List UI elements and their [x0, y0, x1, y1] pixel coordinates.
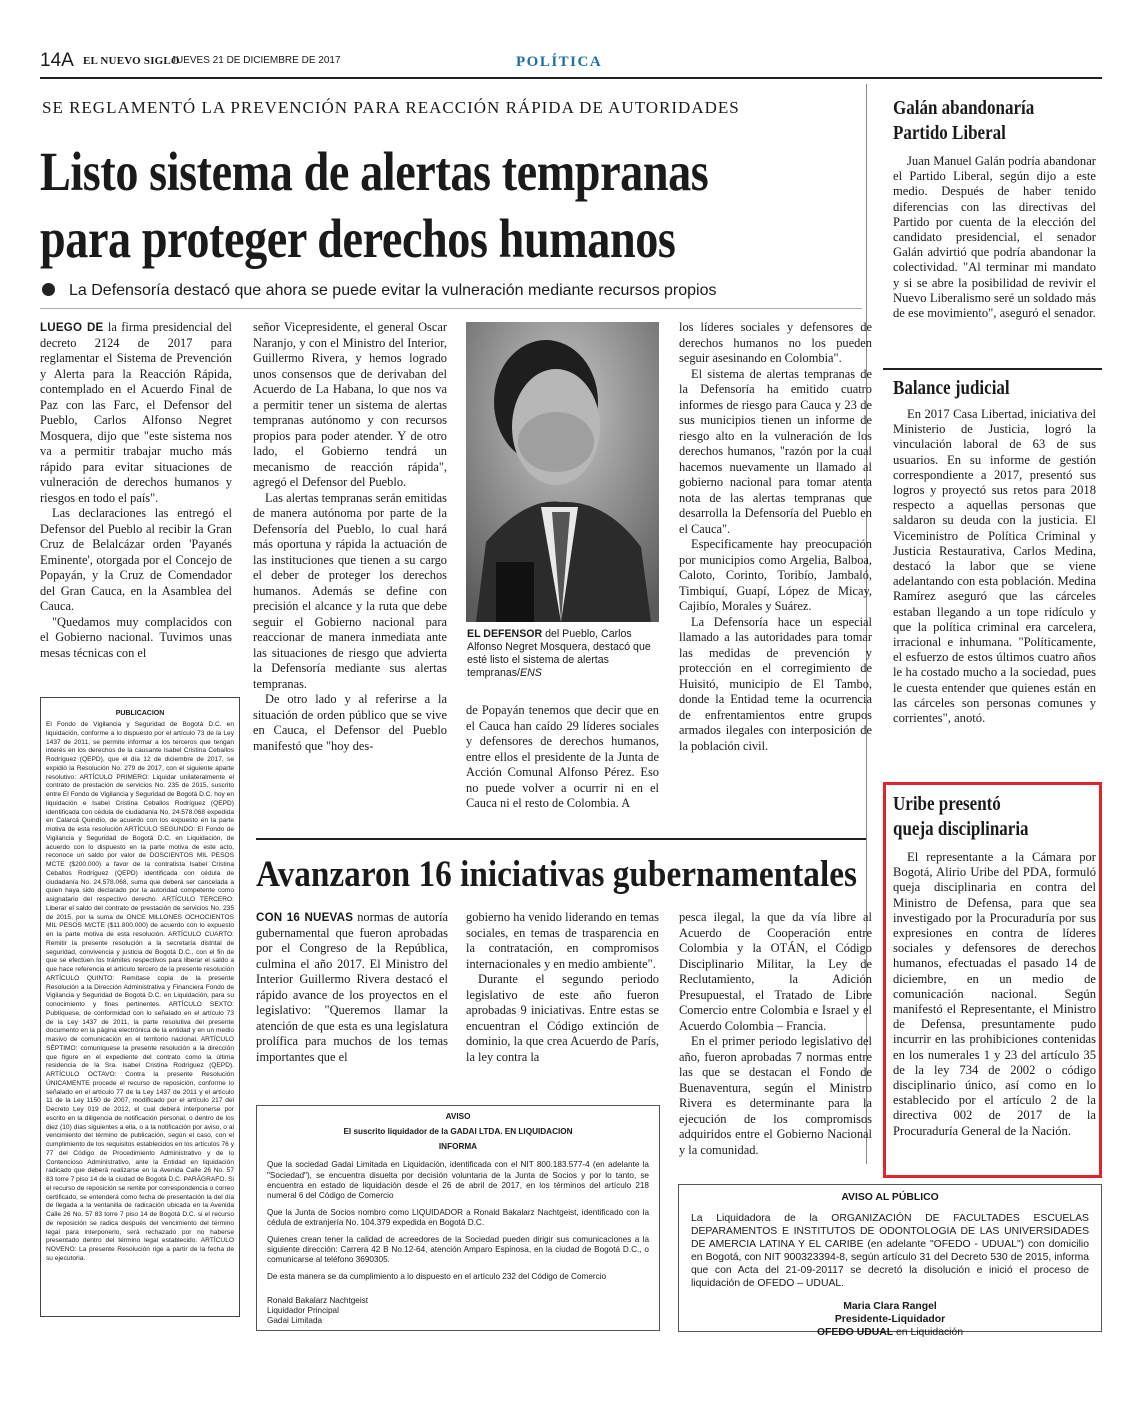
aviso-title: AVISO AL PÚBLICO [841, 1192, 939, 1203]
signer-role: Liquidador Principal [267, 1306, 339, 1316]
paragraph: Las alertas tempranas serán emitidas de manera autónoma por parte de la Defensoría del Pueblo, lo cual hará más oportuna y rápida la actuación de las instituciones que tienen a su cargo el deber de proteger los derechos humanos. Además se define con precisión el alcance y la ruta que debe seguir el Gobierno nacional para reaccionar de manera inmediata ante las situaciones de riesgo que advierta la Defensoría mediante sus alertas tempranas. [253, 490, 447, 691]
box-title-line: Galán abandonaría [893, 97, 1035, 119]
legal-notice [40, 697, 240, 1317]
paragraph: La Defensoría hace un especial llamado a las autoridades para tomar las medidas de prevención y protección en el corregimiento de Huisitó, municipio de El Tambo, donde la Entidad teme la ocurrencia de enfrentamientos entre grupos armados ilegales con interposición de la población civil. [679, 614, 872, 753]
second-column-1 [256, 910, 448, 1065]
header-rule [40, 77, 1102, 79]
box-text: El representante a la Cámara por Bogotá, Alirio Uribe del PDA, formuló queja disciplinaria en contra del Ministro de Defensa, para que sea investigado por la Procuraduría por sus expresiones en contra de líderes sociales y defensores de derechos humanos, efectuadas el pasado 14 de diciembre, en un medio de comunicación nacional. Según manifestó el Representante, el Ministro de Defensa, presuntamente pudo incurrir en las prohibiciones contenidas en los numerales 1 y 23 del artículo 35 de la ley 734 de 2002 o código disciplinario único, así como en lo establecido por el artículo 2 de la directiva 002 de 2017 de la Procuraduría General de la Nación. [893, 850, 1096, 1138]
paragraph: Especificamente hay preocupación por municipios como Argelia, Balboa, Caloto, Corinto, Toribío, Jambaló, Timbiquí, Guapí, López de Micay, Cajibío, Morales y Suárez. [679, 537, 872, 613]
sidebar-box-balance [893, 376, 1096, 726]
aviso-title: AVISO [445, 1112, 471, 1121]
newspaper-name: EL NUEVO SIGLO [83, 55, 180, 67]
paragraph: de Popayán tenemos que decir que en el Cauca han caído 29 líderes sociales y defensores de derechos humanos, entre ellos el presidente de la Junta de Acción Comunal Alfonso Pérez. Eso no puede volver a ocurrir ni en el Cauca ni el resto de Colombia. A [466, 703, 659, 810]
photo-caption: EL DEFENSOR del Pueblo, Carlos Alfonso Negret Mosquera, destacó que esté listo el sistema de alertas tempranas/ENS [467, 628, 651, 679]
aviso-signature [267, 1296, 649, 1326]
box-title-line: Partido Liberal [893, 122, 1006, 144]
paragraph: Las declaraciones las entregó el Defensor del Pueblo al recibir la Gran Cruz de Belalcázar orden 'Payanés Eminente', otorgada por el Concejo de Popayán, y la Cruz de Comendador del Gran Cauca, en la Asamblea del Cauca. [40, 506, 232, 613]
sidebar-box-uribe [893, 792, 1096, 1139]
caption-bold: EL DEFENSOR [467, 628, 543, 640]
lead-text: La Defensoría destacó que ahora se puede evitar la vulneración mediante recursos propios [69, 282, 717, 299]
paragraph: pesca ilegal, la que da vía libre al Acuerdo de Cooperación entre Colombia y la OTÁN, el Código Disciplinario Militar, la Ley de Reclutamiento, la Adición Presupuestal, el Tratado de Libre Comercio entre Colombia e Israel y el Acuerdo Colombia – Francia. [679, 910, 872, 1033]
article-column-3 [466, 703, 659, 812]
headline-line-2: para proteger derechos humanos [40, 208, 676, 269]
paragraph: los líderes sociales y defensores de derechos humanos no los pueden seguir asesinando en Colombia". [679, 320, 872, 365]
page-number: 14A [40, 50, 74, 71]
paragraph: LUEGO DE la firma presidencial del decreto 2124 de 2017 para reglamentar el Sistema de Prevención y Alerta para la Reacción Rápida, contemplado en el Acuerdo Final de Paz con las Farc, el Defensor del Pueblo, Carlos Alfonso Negret Mosquera, dijo que "este sistema nos va a permitir trabajar mucho más rápido para evitar situaciones de vulneración de derechos humanos y riesgos en todo el país". [40, 320, 232, 505]
paragraph: El sistema de alertas tempranas de la Defensoría ha emitido cuatro informes de riesgo para Cauca y 23 de sus municipios tienen un informe de riesgo alto en la vulneración de los derechos humanos, "razón por la cual hacemos nuevamente un llamado al gobierno nacional para tomar atenta nota de las alertas tempranas que desarrolla la Defensoría del Pueblo en el Cauca". [679, 366, 872, 536]
box-title: Balance judicial [893, 377, 1010, 399]
signer-name: Ronald Bakalarz Nachtgeist [267, 1296, 369, 1306]
box-title-line: queja disciplinaria [893, 818, 1029, 840]
legal-title: PUBLICACION [115, 710, 165, 717]
box-title-line: Uribe presentó [893, 793, 1001, 815]
defensor-photo [466, 322, 659, 622]
paragraph: En el primer periodo legislativo del año, fueron aprobadas 7 normas entre las que se destacan el Fondo de Buenaventura, según el Ministro Rivera es determinante para la ejecución de los compromisos adquiridos entre el Gobierno Nacional y la comunidad. [679, 1034, 872, 1157]
aviso-paragraph: Que la Junta de Socios nombro como LIQUIDADOR a Ronald Bakalarz Nachtgeist, identificado con la cédula de extranjería No. 104.379 expedida en Bogotá D.C. [267, 1207, 649, 1228]
paragraph: CON 16 NUEVAS normas de autoría gubernamental que fueron aprobadas por el Congreso de la República, culmina el año 2017. El Ministro del Interior Guillermo Rivera destacó el rápido avance de los proyectos en el legislativo: "Queremos llamar la atención de que esta es una legislatura prolífica para muchos de los temas importantes que el [256, 910, 448, 1064]
paragraph: gobierno ha venido liderando en temas sociales, en temas de trasparencia en la contratación, en compromisos internacionales y en medio ambiente". [466, 910, 659, 971]
lede-word: CON 16 NUEVAS [256, 911, 354, 924]
section-label: POLÍTICA [516, 54, 603, 70]
aviso-paragraph: Que la sociedad Gadai Limitada en Liquidación, identificada con el NIT 800.183.577-4 (en adelante la "Sociedad"), se encuentra disuelta por decisión voluntaria de la Junta de Socios y por lo tanto, se encuentra en estado de liquidación desde el 26 de abril de 2017, en los términos del artículo 218 numeral 6 del Código de Comercio [267, 1160, 649, 1201]
aviso-informa: INFORMA [438, 1141, 478, 1151]
aviso-publico [678, 1184, 1102, 1338]
aviso-paragraph: Quienes crean tener la calidad de acreedores de la Sociedad pueden dirigir sus comunicaciones a la siguiente dirección: Carrera 42 B No.12-64, atención Amparo Espinosa, en la ciudad de Bogotá D.C., o comunicarse al teléfono 3690305. [267, 1234, 649, 1265]
page-header [40, 48, 1100, 76]
signer-role: Presidente-Liquidador [834, 1314, 946, 1325]
article-column-2 [253, 320, 447, 754]
portrait-illustration [466, 322, 659, 622]
paragraph: "Quedamos muy complacidos con el Gobierno nacional. Tuvimos unas mesas técnicas con el [40, 614, 232, 660]
article-lead [42, 282, 842, 300]
sidebar-rule [883, 368, 1102, 370]
second-headline: Avanzaron 16 iniciativas gubernamentales [256, 854, 857, 895]
lead-rule [40, 308, 862, 309]
paragraph: señor Vicepresidente, el general Oscar Naranjo, y con el Ministro del Interior, Guillermo Rivera, y hemos logrado unos consensos que de derivaban del Acuerdo de La Habana, lo que nos va a permitir tener un sistema de alertas tempranas autónomo y con recursos propios para poder atender. Y de otro lado, el Gobierno tendrá un mecanismo de reacción rápida", agregó el Defensor del Pueblo. [253, 320, 447, 489]
aviso-paragraph: De esta manera se da cumplimiento a lo dispuesto en el artículo 232 del Código de Comercio [267, 1271, 607, 1281]
bullet-icon [42, 283, 55, 296]
paragraph: De otro lado y al referirse a la situación de orden público que se vive en Cauca, el Defensor del Pueblo manifestó que "hoy des- [253, 692, 447, 753]
photo-credit: ENS [520, 667, 542, 679]
box-text: Juan Manuel Galán podría abandonar el Partido Liberal, según dijo a este medio. Después de haber tenido diferencias con las directivas del Partido por cuenta de la elección del candidato presidencial, el senador Galán advirtió que podría abandonar la colectividad. "Al terminar mi mandato y si se abre la posibilidad de revivir el Nuevo Liberalismo seré un soldado más de ese movimiento", aseguró el senador. [893, 154, 1096, 321]
sidebar-box-galan [893, 96, 1096, 321]
signer-name: Maria Clara Rangel [843, 1301, 937, 1312]
box-text: En 2017 Casa Libertad, iniciativa del Ministerio de Justicia, logró la vinculación laboral de 63 de sus usuarios. En su informe de gestión correspondiente a 2017, presentó sus logros y proyectó sus retos para 2018 respecto a aquellas personas que saldaron su deuda con la justicia. El Viceministro de Política Criminal y Justicia Restaurativa, Carlos Medina, destacó la labor que se viene adelantando con esta población. Medina Ramírez aseguró que las cárceles estaban llegando a un tope ridículo y que la política criminal era carcelera, irracional e inhumana. "Políticamente, el esfuerzo de estos últimos cuatro años le ha costado mucho a la sociedad, pues le cuesta entender que quienes están en las cárceles son personas comunes y corrientes", anotó. [893, 407, 1096, 726]
headline-line-1: Listo sistema de alertas tempranas [40, 141, 709, 202]
signer-org: Gadai Limitada [267, 1316, 323, 1326]
aviso-body: La Liquidadora de la ORGANIZACIÓN DE FACULTADES ESCUELAS DEPARAMENTOS E INSTITUTOS DE ODONTOLOGIA DE LAS UNIVERSIDADES DE AMERCIA LATINA Y EL CARIBE (en adelante "OFEDO - UDUAL") con domicilio en Bogotá, con NIT 900323394-8, según artículo 31 del Decreto 530 de 2015, informa que con Acta del 21-09-20117 se decretó la disolución e inició el proceso de liquidación de OFEDO – UDUAL. [691, 1213, 1089, 1289]
lede-word: LUEGO DE [40, 321, 104, 334]
aviso-subtitle: El suscrito liquidador de la GADAI LTDA. EN LIQUIDACION [343, 1127, 573, 1137]
article-kicker: SE REGLAMENTÓ LA PREVENCIÓN PARA REACCIÓN RÁPIDA DE AUTORIDADES [42, 98, 740, 117]
article-headline [40, 138, 737, 272]
second-column-3 [679, 910, 872, 1158]
paragraph: Durante el segundo periodo legislativo de este año fueron aprobadas 9 iniciativas. Entre estas se encuentran el Código extinción de dominio, la que crea Acuerdo de París, la ley contra la [466, 972, 659, 1064]
article-column-1 [40, 320, 232, 661]
issue-date: JUEVES 21 DE DICIEMBRE DE 2017 [171, 55, 341, 66]
article-column-4 [679, 320, 872, 754]
legal-body: El Fondo de Vigilancia y Seguridad de Bogotá D.C. en liquidación, conforme a lo dispuesto por el artículo 73 de la Ley 1437 de 2011, se permite informar a los terceros que tengan interés en los derechos de la causante Isabel Cristina Ceballos Rodríguez (QEPD), que el día 12 de diciembre de 2017, se expidió la Resolución No. 279 de 2017, con el siguiente aparte resolutivo: ARTÍCULO PRIMERO: Liquidar unilateralmente el contrato de prestación de servicios No. 235 de 2015, suscrito entre El Fondo de Vigilancia y Seguridad de Bogotá D.C. hoy en liquidación e Isabel Cristina Ceballos Rodríguez (QEPD) identificada con cédula de ciudadanía No. 24.578.068 expedida en Calarcá Quindío, de acuerdo con los expuesto en la parte motiva de esta resolución ARTÍCULO SEGUNDO: El Fondo de Vigilancia y Seguridad de Bogotá D.C. en Liquidación, de acuerdo con lo dispuesto en la parte motiva de este acto, reconoce un saldo por valor de DOSCIENTOS MIL PESOS MCTE ($200.000) a favor de la contratista Isabel Cristina Ceballos Rodríguez (QEPD) identificada con cédula de ciudadanía No. 24.578.068, suma que deberá ser cancelada a quien haya sido declarado por la autoridad competente como asignatario del respectivo derecho. ARTÍCULO TERCERO: Liberar el saldo del contrato de prestación de servicios No. 235 de 2015, por la suma de ONCE MILLONES OCHOCIENTOS MIL PESOS M/CTE ($11.800.000) de acuerdo con lo expuesto en la parte motiva de esta resolución. ARTÍCULO CUARTO: Remitir la presente resolución a la secretaría distrital de seguridad, convivencia y justicia de Bogotá D.C., con el fin de que se efectúen los trámites respectivos para liberar el saldo a que hace referencia el artículo tercero de la presente resolución ARTÍCULO QUINTO: Remítase copia de la presente Resolución a la Dirección Administrativa y Financiera Fondo de Vigilancia y Seguridad de Bogotá D.C. en Liquidación, para su conocimiento y fines pertinentes. ARTÍCULO SEXTO: Publíquese, de conformidad con lo señalado en el artículo 73 de la Ley 1437 de 2011, la parte resolutiva del presente documento en la página electrónica de la entidad y en un medio masivo de comunicación en el territorio nacional. ARTÍCULO SÉPTIMO: comuníquese la presente resolución a la dirección que figure en el expediente del contrato como la última residencia de la Sra. Isabel Cristina Rodríguez (QEPD). ARTÍCULO OCTAVO: Contra la presente Resolución ÚNICAMENTE procede el recurso de reposición, conforme lo señalado en el artículo 77 de la Ley 1437 de 2011 y el artículo 11 de la Ley 1150 de 2007, modificado por el artículo 217 del Decreto Ley 019 de 2012, el cual deberá interponerse por escrito en la diligencia de notificación personal, o dentro de los diez (10) días siguientes a ella, o a la notificación por aviso, o al vencimiento del término de publicación, según el caso, con el cumplimiento de los requisitos establecidos en los artículos 76 y 77 del Código de Procedimiento Administrativo y de lo Contencioso Administrativo, ante la Entidad en liquidación radicado que deberá realizarse en la Avenida Calle 26 No. 57 83 torre 7 piso 14 de la ciudad de Bogotá D.C. PARÁGRAFO. Si el recurso de reposición se remite por correspondencia o correo certificado, se entenderá como fecha de presentación la del día de llegada a la ventanilla de radicación ubicada en la Avenida Calle 26 No. 57 83 torre 7 piso 14 de Bogotá D.C. si el recurso de reposición se radica después del vencimiento del término legal para interponerlo, será rechazado por no haberse presentado dentro del término legal establecido. ARTÍCULO NOVENO: La presente Resolución rige a partir de la fecha de su ejecutoria. [46, 721, 234, 1262]
section-rule [256, 838, 866, 840]
signer-org: OFEDO UDUAL en Liquidación [816, 1327, 964, 1338]
aviso-signature [691, 1300, 1089, 1339]
second-column-2 [466, 910, 659, 1065]
aviso-gadai [256, 1105, 660, 1331]
